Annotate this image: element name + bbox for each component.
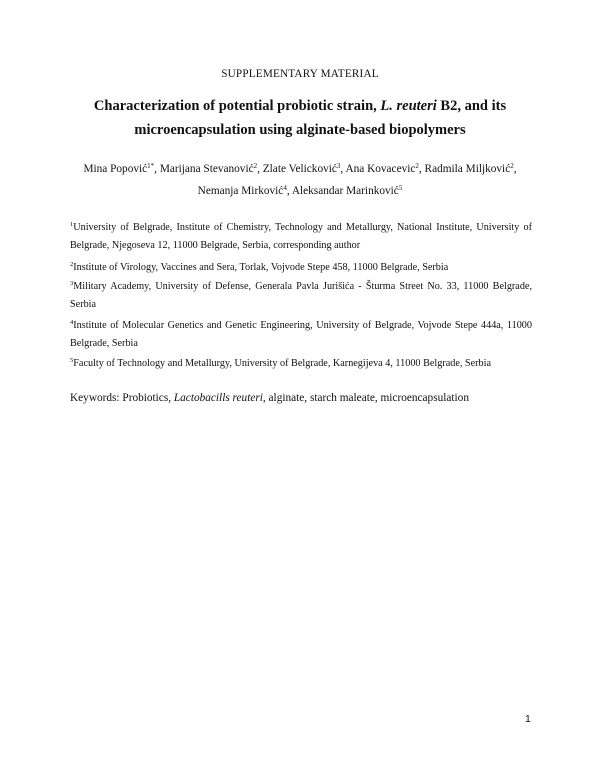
author-name: Nemanja Mirković xyxy=(197,185,284,197)
author-superscript: 5 xyxy=(398,184,403,192)
author-name: Mina Popović xyxy=(83,163,148,175)
author-superscript: 2 xyxy=(253,162,258,170)
affiliation-3 xyxy=(70,278,532,314)
keywords-label: Keywords: xyxy=(70,392,123,404)
author-name: Zlate Velicković xyxy=(262,163,337,175)
page-number: 1 xyxy=(525,713,531,725)
author-superscript: 4 xyxy=(283,184,287,192)
author-superscript: 2 xyxy=(510,162,514,170)
keywords-part1: Probiotics, xyxy=(122,392,174,404)
affiliation-text: University of Belgrade, Institute of Chemistry, Technology and Metallurgy, National Institute, University of Belgrade, Njegoseva 12, 11000 Belgrade, Serbia, corresponding author xyxy=(70,222,532,251)
author-name: Aleksandar Marinković xyxy=(291,185,399,197)
affiliation-4 xyxy=(70,317,532,353)
affiliation-number: 4 xyxy=(70,319,74,326)
keywords xyxy=(70,392,469,404)
author-name: Marijana Stevanović xyxy=(159,163,254,175)
affiliation-number: 5 xyxy=(70,357,74,364)
author-name: Radmila Miljković xyxy=(424,163,511,175)
affiliation-number: 1 xyxy=(70,221,74,228)
affiliation-1 xyxy=(70,219,532,255)
author-superscript: 3 xyxy=(336,162,341,170)
affiliation-text: Institute of Molecular Genetics and Genetic Engineering, University of Belgrade, Vojvode Stepe 444a, 11000 Belgrade, Serbia xyxy=(70,320,532,349)
author-name: Ana Kovacevic xyxy=(345,163,416,175)
author-superscript: 2 xyxy=(415,162,419,170)
title-species: L. reuteri xyxy=(380,98,437,114)
author-list-line-2: Nemanja Mirković$^4$, Aleksandar Marinković$^5$ xyxy=(197,184,403,197)
author-superscript: 1* xyxy=(147,162,155,170)
title-text-part1: Characterization of potential probiotic strain, xyxy=(93,98,381,114)
supplementary-label: SUPPLEMENTARY MATERIAL xyxy=(221,68,379,80)
affiliation-number: 2 xyxy=(70,261,74,268)
keywords-part2: , alginate, starch maleate, microencapsulation xyxy=(262,392,469,404)
affiliation-2 xyxy=(70,259,532,277)
affiliation-text: Institute of Virology, Vaccines and Sera, Torlak, Vojvode Stepe 458, 11000 Belgrade, Serbia xyxy=(73,262,449,273)
keywords-species: Lactobacills reuteri xyxy=(173,392,263,404)
affiliation-text: Faculty of Technology and Metallurgy, University of Belgrade, Karnegijeva 4, 11000 Belgrade, Serbia xyxy=(73,358,491,369)
affiliation-text: Military Academy, University of Defense, Generala Pavla Jurišića - Šturma Street No. 33, 11000 Belgrade, Serbia xyxy=(70,281,532,310)
paper-title-line-1 xyxy=(0,94,600,118)
affiliation-number: 3 xyxy=(70,280,74,287)
title-text-part2: B2, and its xyxy=(436,98,507,114)
affiliation-5 xyxy=(70,355,532,373)
author-list-line-1: Mina Popović$^{1*}$, Marijana Stevanović$^2$, Zlate Velicković$^3$, Ana Kovacevic$^2$, Radmila Miljković$^2$, xyxy=(83,162,517,175)
paper-title-line-2: microencapsulation using alginate-based biopolymers xyxy=(134,122,466,138)
